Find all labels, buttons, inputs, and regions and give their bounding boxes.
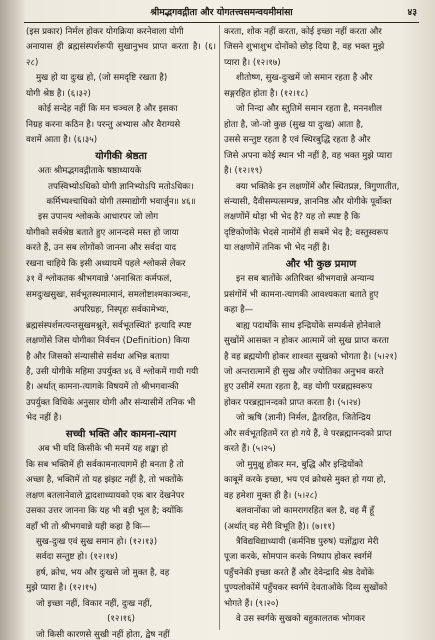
text-line: प्रसंगोंमें भी कामना-त्यागकी आवश्यकता बताते हुए <box>224 289 379 300</box>
text-line: अच्छा है, भक्तिमें तो यह झंझट नहीं है, तो भक्तोंके <box>26 475 184 486</box>
text-line: (अर्थात् वह मेरी विभूति है)। (७।११) <box>224 521 336 532</box>
text-line: होकर परब्रह्मानन्दको प्राप्त करता है। (५।२४) <box>224 397 361 408</box>
text-line: कहा है— <box>224 305 254 316</box>
text-line: जिसने शुभाशुभ दोनोंको छोड़ दिया है, वह भक्त मुझे <box>224 42 385 53</box>
text-line: क्या भक्तिके इन लक्षणोंमें और स्थितप्रज्ञ, त्रिगुणातीत, <box>236 181 400 192</box>
text-line: बाह्य पदार्थोंके साथ इन्द्रियोंके सम्पर्कसे होनेवाले <box>236 320 381 331</box>
text-line: सुखोंमें आसक्त न होकर आत्मामें जो सुख प्राप्त करता <box>224 336 389 347</box>
section-heading: और भी कुछ प्रमाण <box>285 258 357 270</box>
text-line: वहाँ भी तो श्रीभगवान्ने यही कहा है कि— <box>26 521 151 532</box>
text-line: सर्वदा सन्तुष्ट हो। (१२।१४) <box>36 552 118 563</box>
text-line: उसका उत्तर जानना कि यह भी बड़ी भूल है; क्योंकि <box>26 506 183 517</box>
text-line: (१२।१६) <box>107 614 135 625</box>
running-header <box>26 4 417 22</box>
page-number: ४३ <box>407 7 417 18</box>
text-line: प्यारा है। (१२।१७) <box>224 57 281 68</box>
text-line: करता, शोक नहीं करता, कोई इच्छा नहीं करता और <box>224 27 382 37</box>
text-line: है, उसी योगीके महिमा उपर्युक्त ४६ वें श्लोकमें गायी गयी <box>26 366 199 377</box>
text-line: वह हमेशा मुक्त ही है। (५।२८) <box>224 490 318 501</box>
text-line: भोगते हैं। (९।२०) <box>224 598 279 609</box>
text-line: तपस्विभ्योऽधिको योगी ज्ञानिभ्योऽपि मतोऽधिकः। <box>48 181 194 192</box>
text-line: दृष्टिकोणोंके भेदसे नामोंमें ही सबमें भेद है; वस्तुस्वरूप <box>224 227 389 238</box>
text-line: है। अर्थात् कामना-त्यागके विषयमें तो श्रीभगवान्की <box>26 382 179 393</box>
text-line: लक्षणोंसे जिस योगीका निर्वचन (Definition) किया <box>26 336 190 347</box>
text-line: इस उपान्त्य श्लोकके आधारपर जो लोग <box>38 212 159 223</box>
column-divider <box>219 25 220 630</box>
text-line: करते हैं, उन सब लोगोंको जानना और सर्वदा याद <box>26 243 177 254</box>
text-line: ब्रह्मसंस्पर्शमत्यन्तसुखमश्नुते, सर्वभूतस्थितं' इत्यादि स्पष्ट <box>26 320 192 331</box>
section-heading: सच्ची भक्ति और कामना-त्याग <box>65 428 177 440</box>
text-line: संन्यासी, दैवीसम्पत्सम्पन्न, ज्ञाननिष्ठ और योगीके पूर्वोक्त <box>224 196 392 207</box>
text-line: जो निन्दा और स्तुतिमें समान रहता है, मननशील <box>236 104 382 115</box>
text-line: हर्ष, क्रोध, भय और दुःखसे जो मुक्त है, वह <box>36 567 170 578</box>
text-line: बलवानोंका जो कामरागरहित बल है, वह मैं हूँ <box>236 506 375 517</box>
text-line: कोई सन्देह नहीं कि मन चञ्चल है और इसका <box>38 104 178 115</box>
text-line: है और जिसको संन्यासीसे सर्वथा अभिन्न बताया <box>26 351 170 362</box>
page-spine-shadow <box>0 0 26 640</box>
text-line: लक्षणोंमें थोड़ा भी भेद है? यह तो स्पष्ट है कि <box>224 212 360 223</box>
text-line: अब भी यदि किसीके भी मनमें यह शङ्का हो <box>38 444 168 455</box>
text-line: शीतोष्ण, सुख-दुःखमें जो समान रहता है और <box>236 73 373 84</box>
text-line: वशमें आता है। (६।३५) <box>26 135 98 146</box>
text-line: पुण्यलोकोंमें पहुँचकर स्वर्गमें देवताओंके दिव्य सुखोंको <box>224 583 388 594</box>
header-rule <box>24 22 419 23</box>
text-line: सुख-दुःख एवं सुख समान हो। (१२।१३) <box>36 536 158 547</box>
text-line: है वह ब्रह्मयोगी होकर शाश्वत सुखको भोगता है। (५।२१) <box>224 351 398 362</box>
text-line: लक्षण बतलानेवाले द्वादशाध्यायको एक बार देखनेपर <box>26 490 185 501</box>
text-line: निग्रह करना कठिन है। परन्तु अभ्यास और वैराग्यसे <box>26 119 181 130</box>
text-line: सङ्गरहित होता है। (१२।१८) <box>224 88 309 99</box>
text-line: हुए उसीमें रमता रहता है, वह योगी परब्रह्मस्वरूप <box>224 382 373 393</box>
text-line: भेद नहीं है। <box>26 413 62 424</box>
text-line: इन सब बातोंके अतिरिक्त श्रीभगवान्ने अन्यान्य <box>236 274 375 285</box>
text-line: कर्मिभ्यश्चाधिको योगी तस्माद्योगी भवार्जुन॥ ४६॥ <box>46 196 196 207</box>
text-line: जो अन्तरात्मामें ही सुख और ज्योतिका अनुभव करते <box>224 366 384 377</box>
text-line: रखना चाहिये कि इसी अध्यायमें पहले श्लोकसे लेकर <box>26 258 186 269</box>
text-line: पहुँचनेकी इच्छा करते हैं और देवेन्द्रादि श्रेष्ठ देवोंके <box>224 567 375 578</box>
text-line: जो किसी कारणसे सुखी नहीं होता, द्वेष नहीं <box>36 629 170 640</box>
text-line: योगी श्रेष्ठ है। (६।३२) <box>26 88 91 99</box>
text-line: जो मुमुक्षु होकर मन, बुद्धि और इन्द्रियोंको <box>236 459 363 470</box>
text-line: समदुःखसुखः, सर्वभूतस्थमात्मानं, समलोष्टाश्मकाञ्चनः, <box>26 289 191 300</box>
text-line: या लक्षणोंमें तनिक भी भेद नहीं है। <box>224 243 330 254</box>
text-line: अपरिग्रहः, निस्पृहः सर्वकामेभ्यः, <box>73 305 169 316</box>
text-line: और सर्वभूतहितमें रत हो गये हैं, वे परब्रह्मानन्दको प्राप्त <box>224 428 392 439</box>
running-header-title: श्रीमद्भगवद्गीता और योगतत्त्वसमन्वयमीमांसा <box>150 7 293 18</box>
text-line: जो इच्छा नहीं, विकार नहीं, दुःख नहीं, <box>36 598 153 609</box>
text-line: उससे सन्तुष्ट रहता है एवं स्थिरबुद्धि रहता है और <box>224 135 371 146</box>
text-line: (इस प्रकार) निर्मल होकर योगक्रिया करनेवाला योगी <box>26 27 184 37</box>
section-heading: योगीकी श्रेष्ठता <box>95 150 147 162</box>
text-line: मुख हो या दुःख हो, (जो समदृष्टि रखता है) <box>36 73 168 84</box>
text-line: ३१ वें श्लोकतक श्रीभगवान्ने 'अनाश्रितः कर्मफलं, <box>26 274 172 285</box>
text-line: अतः श्रीमद्भगवद्गीताके षष्ठाध्यायके <box>38 166 142 177</box>
text-line: उपर्युक्त विधिके अनुसार योगी और संन्यासीमें तनिक भी <box>26 397 196 408</box>
text-line: मुझे प्यारा है। (१२।१५) <box>26 583 98 594</box>
text-line: कि सब भक्तिमें ही सर्वकामनात्यागमें ही बनता है तो <box>26 459 184 470</box>
text-line: योगीको सर्वश्रेष्ठ बताते हुए आनन्दसे मस्त हो जाया <box>26 227 179 238</box>
text-line: है। (१२।१९) <box>224 166 263 177</box>
left-column <box>26 25 216 640</box>
text-line: जिसे अपना कोई स्थान भी नहीं है, वह भक्त मुझे प्यारा <box>224 150 393 161</box>
text-line: वे उस स्वर्गके सुखको बहुकालतक भोगकर <box>236 614 366 625</box>
text-line: अनायास ही ब्रह्मसंस्पर्शरूपी सुखानुभव प्राप्त करता है। (६।२८) <box>26 42 216 68</box>
text-line: होता है, जो-जो कुछ (सुख या दुःख) आता है, <box>224 119 364 130</box>
text-line: पूजा करके, सोमपान करके निष्पाप होकर स्वर्गमें <box>224 552 372 563</box>
text-line: जो ऋषि (ज्ञानी) निर्मल, द्वैतरहित, जितेन्द्रिय <box>236 413 371 424</box>
right-column <box>224 25 418 628</box>
text-line: त्रैविद्यविद्याध्यायी (कर्मनिष्ठ पुरुष) यज्ञोंद्वारा मेरी <box>236 536 379 547</box>
text-line: काबूमें करके इच्छा, भय एवं क्रोधसे मुक्त हो गया हो, <box>224 475 387 486</box>
text-line: करते हैं। (५।२५) <box>224 444 276 455</box>
